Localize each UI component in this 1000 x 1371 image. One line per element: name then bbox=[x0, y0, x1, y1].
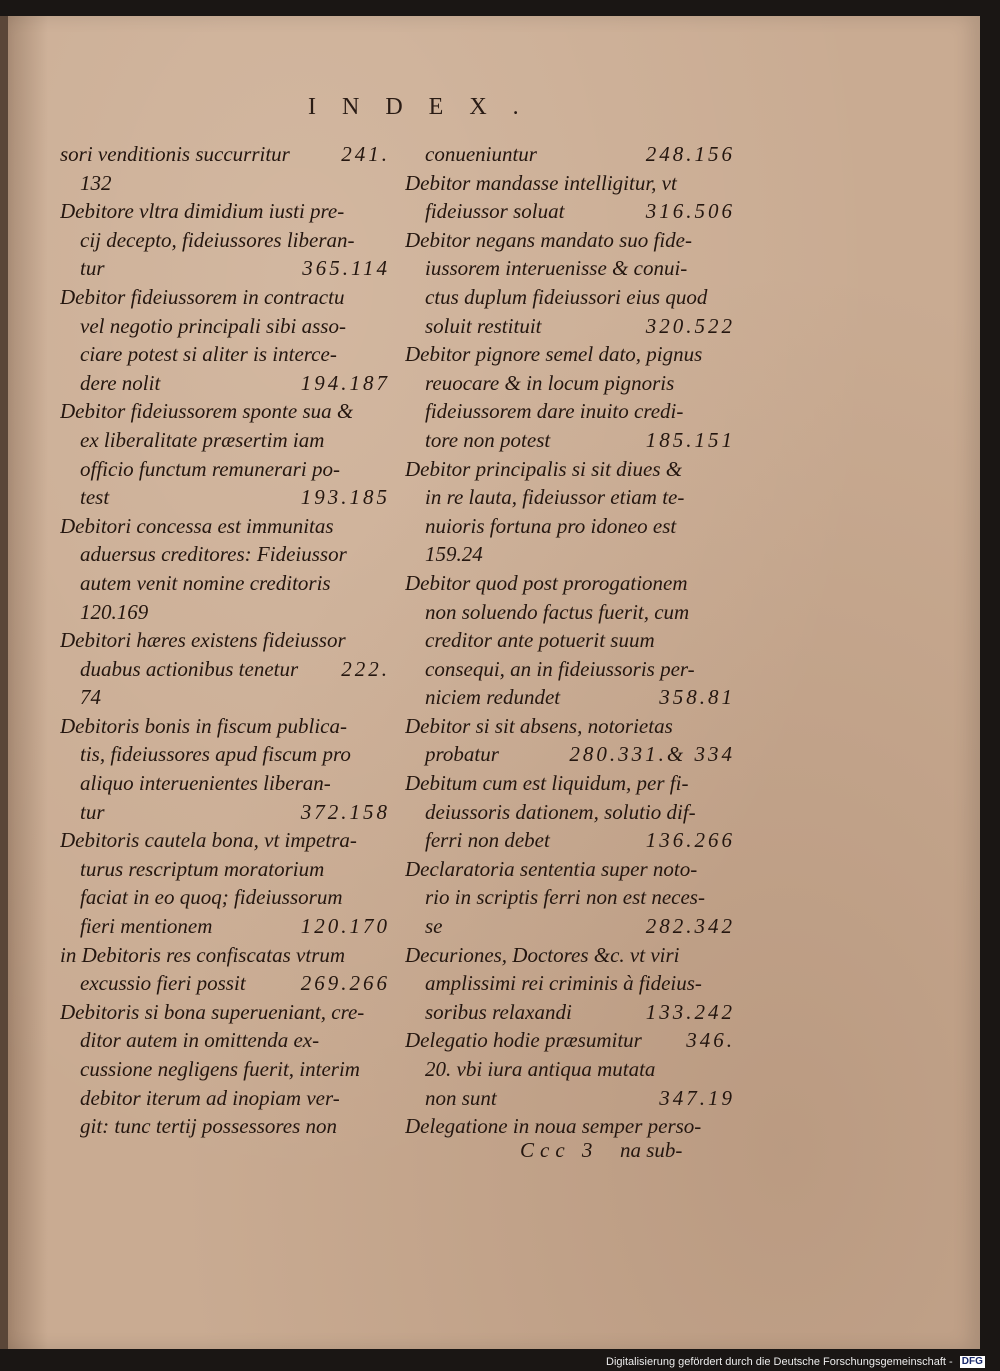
index-line bbox=[405, 712, 735, 741]
index-entry-reference bbox=[382, 283, 390, 312]
index-entry-reference bbox=[727, 369, 735, 398]
index-entry-reference bbox=[727, 598, 735, 627]
digitization-credit bbox=[606, 1353, 985, 1371]
index-line bbox=[60, 140, 390, 169]
index-entry-text: dere nolit bbox=[80, 370, 161, 395]
index-entry-reference: 346. bbox=[686, 1028, 735, 1053]
index-line bbox=[60, 883, 390, 912]
index-entry-reference bbox=[382, 1026, 390, 1055]
index-entry-text: non soluendo factus fuerit, cum bbox=[425, 599, 690, 624]
index-line bbox=[60, 397, 390, 426]
index-line bbox=[60, 569, 390, 598]
index-entry-text: tis, fideiussores apud fiscum pro bbox=[80, 742, 351, 767]
index-entry-reference bbox=[727, 798, 735, 827]
index-entry-reference bbox=[382, 540, 390, 569]
index-line bbox=[405, 397, 735, 426]
index-line bbox=[405, 769, 735, 798]
index-entry-reference bbox=[727, 283, 735, 312]
index-entry-reference bbox=[727, 1112, 735, 1141]
index-entry-reference bbox=[727, 712, 735, 741]
index-line bbox=[60, 998, 390, 1027]
index-line bbox=[405, 826, 735, 855]
index-entry-reference: 248.156 bbox=[645, 142, 735, 166]
index-entry-text: Debitore vltra dimidium iusti pre- bbox=[60, 199, 345, 224]
index-entry-text: Debitoris bonis in fiscum publica- bbox=[60, 713, 347, 738]
index-entry-text: git: tunc tertij possessores non bbox=[80, 1114, 338, 1139]
index-line bbox=[60, 798, 390, 827]
index-entry-reference bbox=[382, 740, 390, 769]
index-entry-text: tur bbox=[80, 799, 105, 824]
index-entry-text: non sunt bbox=[425, 1085, 497, 1110]
index-entry-text: 132 bbox=[80, 170, 112, 195]
index-line bbox=[60, 1055, 390, 1084]
index-line bbox=[405, 855, 735, 884]
index-entry-text: conueniuntur bbox=[425, 142, 537, 166]
index-line bbox=[405, 740, 735, 769]
index-entry-reference bbox=[727, 1055, 735, 1084]
index-line bbox=[60, 197, 390, 226]
index-line bbox=[60, 598, 390, 627]
index-line bbox=[405, 1112, 735, 1141]
index-entry-reference bbox=[382, 598, 390, 627]
index-entry-text: turus rescriptum moratorium bbox=[80, 856, 325, 881]
index-entry-text: rio in scriptis ferri non est neces- bbox=[425, 885, 705, 910]
index-line bbox=[60, 283, 390, 312]
index-entry-reference bbox=[727, 969, 735, 998]
index-entry-text: tur bbox=[80, 256, 105, 281]
index-entry-reference: 358.81 bbox=[659, 685, 735, 710]
index-line bbox=[60, 426, 390, 455]
index-entry-reference bbox=[727, 655, 735, 684]
index-line bbox=[60, 540, 390, 569]
index-entry-reference: 316.506 bbox=[645, 199, 735, 224]
index-entry-text: autem venit nomine creditoris bbox=[80, 570, 331, 595]
index-entry-text: test bbox=[80, 485, 110, 510]
index-line bbox=[405, 1026, 735, 1055]
index-entry-text: ctus duplum fideiussori eius quod bbox=[425, 284, 708, 309]
index-line bbox=[60, 169, 390, 198]
index-entry-reference: 194.187 bbox=[300, 370, 390, 395]
index-line bbox=[60, 455, 390, 484]
index-entry-reference bbox=[727, 540, 735, 569]
index-entry-text: ex liberalitate præsertim iam bbox=[80, 427, 325, 452]
index-entry-text: Debitor principalis si sit diues & bbox=[405, 456, 683, 481]
index-entry-text: consequi, an in fideiussoris per- bbox=[425, 656, 695, 681]
index-entry-text: Debitor si sit absens, notorietas bbox=[405, 713, 673, 738]
index-entry-text: officio functum remunerari po- bbox=[80, 456, 340, 481]
index-entry-reference: 347.19 bbox=[659, 1085, 735, 1110]
index-line bbox=[60, 969, 390, 998]
index-line bbox=[405, 169, 735, 198]
index-line bbox=[60, 312, 390, 341]
index-entry-text: ciare potest si aliter is interce- bbox=[80, 342, 337, 367]
index-entry-text: ferri non debet bbox=[425, 828, 550, 853]
index-line bbox=[60, 1084, 390, 1113]
index-entry-reference: 193.185 bbox=[300, 485, 390, 510]
index-entry-reference bbox=[382, 941, 390, 970]
index-line bbox=[405, 140, 735, 169]
index-entry-reference bbox=[727, 340, 735, 369]
index-entry-reference bbox=[382, 426, 390, 455]
index-line bbox=[405, 941, 735, 970]
index-line bbox=[60, 683, 390, 712]
index-entry-text: soribus relaxandi bbox=[425, 999, 572, 1024]
index-entry-reference: 269.266 bbox=[300, 971, 390, 996]
index-line bbox=[405, 254, 735, 283]
index-entry-text: iussorem interuenisse & conui- bbox=[425, 256, 688, 281]
index-entry-reference bbox=[727, 883, 735, 912]
index-entry-reference bbox=[382, 569, 390, 598]
index-entry-text: Debitoris si bona superueniant, cre- bbox=[60, 999, 365, 1024]
index-line bbox=[60, 226, 390, 255]
index-entry-text: nuioris fortuna pro idoneo est bbox=[425, 513, 677, 538]
index-entry-reference bbox=[382, 769, 390, 798]
index-entry-text: Debitor fideiussorem sponte sua & bbox=[60, 399, 354, 424]
index-entry-text: Debitori hæres existens fideiussor bbox=[60, 628, 346, 653]
index-line bbox=[60, 626, 390, 655]
signature-mark: Ccc 3 bbox=[520, 1138, 599, 1162]
index-entry-text: in Debitoris res confiscatas vtrum bbox=[60, 942, 346, 967]
index-line bbox=[60, 941, 390, 970]
index-line bbox=[405, 798, 735, 827]
index-line bbox=[60, 340, 390, 369]
index-line bbox=[405, 340, 735, 369]
index-entry-reference: 372.158 bbox=[300, 799, 390, 824]
dfg-logo: DFG bbox=[961, 1356, 983, 1368]
index-entry-text: cussione negligens fuerit, interim bbox=[80, 1057, 360, 1081]
index-entry-reference bbox=[382, 455, 390, 484]
index-line bbox=[405, 1084, 735, 1113]
index-entry-text: Delegatio hodie præsumitur bbox=[405, 1028, 642, 1053]
index-entry-reference: 222. bbox=[341, 656, 390, 681]
index-entry-text: 74 bbox=[80, 685, 101, 710]
index-entry-text: amplissimi rei criminis à fideius- bbox=[425, 971, 702, 996]
index-entry-text: Delegatione in noua semper perso- bbox=[405, 1114, 702, 1139]
index-entry-reference bbox=[727, 169, 735, 198]
index-entry-text: Debitum cum est liquidum, per fi- bbox=[405, 771, 689, 796]
index-line bbox=[405, 1055, 735, 1084]
index-entry-text: ditor autem in omittenda ex- bbox=[80, 1028, 320, 1053]
index-entry-text: se bbox=[425, 914, 443, 939]
index-entry-text: fieri mentionem bbox=[80, 914, 213, 939]
index-entry-text: soluit restituit bbox=[425, 313, 542, 338]
index-line bbox=[405, 483, 735, 512]
index-line bbox=[405, 683, 735, 712]
index-line bbox=[405, 226, 735, 255]
index-line bbox=[60, 855, 390, 884]
index-entry-reference: 185.151 bbox=[645, 427, 735, 452]
index-entry-reference bbox=[382, 883, 390, 912]
index-line bbox=[405, 369, 735, 398]
index-entry-reference bbox=[382, 683, 390, 712]
index-entry-reference bbox=[382, 197, 390, 226]
index-entry-text: Debitor pignore semel dato, pignus bbox=[405, 342, 703, 367]
credit-text: Digitalisierung gefördert durch die Deutsche Forschungsgemeinschaft - bbox=[606, 1356, 953, 1368]
index-entry-text: sori venditionis succurritur bbox=[60, 142, 290, 166]
index-entry-text: vel negotio principali sibi asso- bbox=[80, 313, 346, 338]
index-entry-text: 159.24 bbox=[425, 542, 483, 567]
index-entry-text: aliquo interuenientes liberan- bbox=[80, 771, 331, 796]
index-line bbox=[60, 912, 390, 941]
index-entry-reference bbox=[727, 455, 735, 484]
index-line bbox=[60, 512, 390, 541]
index-line bbox=[60, 712, 390, 741]
index-entry-text: excussio fieri possit bbox=[80, 971, 246, 996]
index-line bbox=[405, 312, 735, 341]
index-entry-reference bbox=[382, 998, 390, 1027]
index-line bbox=[405, 569, 735, 598]
index-entry-text: in re lauta, fideiussor etiam te- bbox=[425, 485, 685, 510]
index-entry-text: probatur bbox=[425, 742, 499, 767]
catchword: na sub- bbox=[620, 1138, 683, 1162]
index-entry-reference bbox=[727, 254, 735, 283]
index-entry-reference bbox=[382, 1084, 390, 1113]
index-line bbox=[405, 969, 735, 998]
index-entry-reference: 282.342 bbox=[645, 914, 735, 939]
index-entry-text: Debitor quod post prorogationem bbox=[405, 570, 688, 595]
index-entry-reference: 320.522 bbox=[645, 313, 735, 338]
index-entry-reference: 241. bbox=[341, 142, 390, 166]
index-line bbox=[60, 655, 390, 684]
index-line bbox=[405, 540, 735, 569]
index-entry-text: tore non potest bbox=[425, 427, 551, 452]
index-line bbox=[405, 197, 735, 226]
index-line bbox=[405, 426, 735, 455]
index-entry-reference bbox=[727, 483, 735, 512]
index-entry-text: deiussoris dationem, solutio dif- bbox=[425, 799, 696, 824]
index-entry-reference bbox=[382, 826, 390, 855]
index-line bbox=[405, 998, 735, 1027]
index-entry-reference bbox=[382, 626, 390, 655]
index-entry-text: Decuriones, Doctores &c. vt viri bbox=[405, 942, 680, 967]
index-entry-reference: 280.331.& 334 bbox=[569, 742, 735, 767]
index-line bbox=[60, 769, 390, 798]
index-line bbox=[60, 1112, 390, 1141]
index-entry-text: cij decepto, fideiussores liberan- bbox=[80, 227, 355, 252]
index-entry-reference bbox=[382, 512, 390, 541]
index-entry-reference bbox=[382, 712, 390, 741]
index-line bbox=[405, 283, 735, 312]
index-entry-reference bbox=[727, 855, 735, 884]
index-entry-text: duabus actionibus tenetur bbox=[80, 656, 299, 681]
index-entry-reference bbox=[727, 226, 735, 255]
index-entry-text: aduersus creditores: Fideiussor bbox=[80, 542, 347, 567]
index-entry-reference bbox=[727, 626, 735, 655]
page-title: INDEX. bbox=[308, 94, 545, 120]
index-entry-reference bbox=[727, 941, 735, 970]
index-line bbox=[405, 655, 735, 684]
index-entry-text: fideiussor soluat bbox=[425, 199, 565, 224]
index-column-left bbox=[60, 140, 390, 1141]
index-entry-text: Debitor fideiussorem in contractu bbox=[60, 284, 345, 309]
index-entry-reference: 133.242 bbox=[645, 999, 735, 1024]
index-entry-reference bbox=[382, 312, 390, 341]
index-entry-text: reuocare & in locum pignoris bbox=[425, 370, 675, 395]
index-entry-reference bbox=[382, 226, 390, 255]
index-entry-reference bbox=[382, 855, 390, 884]
index-entry-reference bbox=[727, 512, 735, 541]
index-line bbox=[60, 483, 390, 512]
index-entry-text: Debitori concessa est immunitas bbox=[60, 513, 334, 538]
index-entry-text: Debitor mandasse intelligitur, vt bbox=[405, 170, 677, 195]
index-entry-reference bbox=[382, 1112, 390, 1141]
index-entry-reference bbox=[727, 569, 735, 598]
index-column-right bbox=[405, 140, 735, 1141]
index-entry-reference: 120.170 bbox=[300, 914, 390, 939]
index-entry-text: 120.169 bbox=[80, 599, 149, 624]
index-entry-reference bbox=[382, 169, 390, 198]
index-entry-reference bbox=[382, 340, 390, 369]
index-entry-text: Declaratoria sententia super noto- bbox=[405, 856, 698, 881]
index-line bbox=[60, 826, 390, 855]
index-entry-text: creditor ante potuerit suum bbox=[425, 628, 655, 653]
index-line bbox=[60, 369, 390, 398]
index-entry-reference bbox=[727, 397, 735, 426]
index-entry-text: Debitor negans mandato suo fide- bbox=[405, 227, 692, 252]
index-entry-reference bbox=[727, 769, 735, 798]
index-line bbox=[60, 254, 390, 283]
index-entry-text: fideiussorem dare inuito credi- bbox=[425, 399, 684, 424]
index-entry-reference bbox=[382, 397, 390, 426]
index-entry-reference: 136.266 bbox=[645, 828, 735, 853]
index-entry-reference bbox=[382, 1055, 390, 1084]
index-line bbox=[405, 626, 735, 655]
index-line bbox=[405, 912, 735, 941]
index-entry-text: Debitoris cautela bona, vt impetra- bbox=[60, 828, 357, 853]
index-line bbox=[405, 512, 735, 541]
index-entry-text: faciat in eo quoq; fideiussorum bbox=[80, 885, 343, 910]
index-line bbox=[405, 455, 735, 484]
index-entry-text: 20. vbi iura antiqua mutata bbox=[425, 1057, 656, 1081]
index-line bbox=[405, 883, 735, 912]
index-line bbox=[405, 598, 735, 627]
index-line bbox=[60, 1026, 390, 1055]
index-entry-reference: 365.114 bbox=[302, 256, 390, 281]
index-entry-text: niciem redundet bbox=[425, 685, 561, 710]
index-entry-text: debitor iterum ad inopiam ver- bbox=[80, 1085, 340, 1110]
index-line bbox=[60, 740, 390, 769]
